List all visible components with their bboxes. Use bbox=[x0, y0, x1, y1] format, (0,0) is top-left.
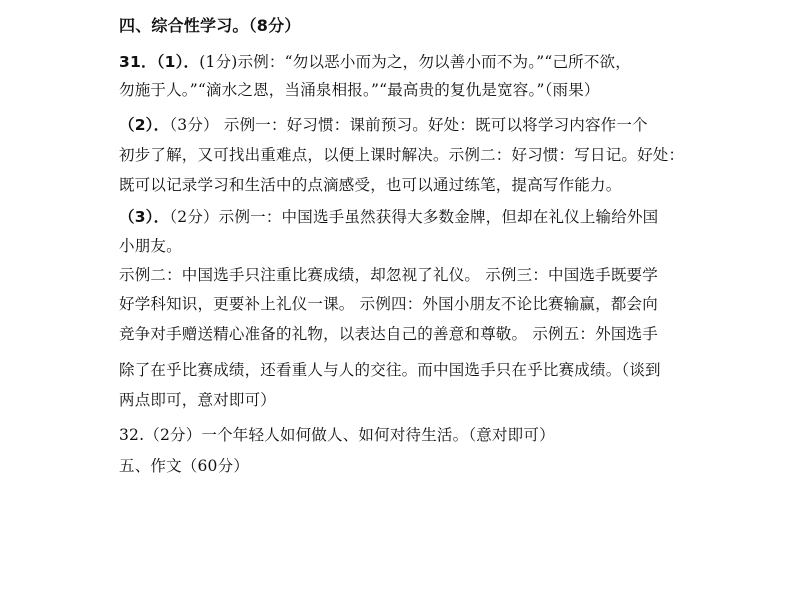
q31-part2-line1 bbox=[119, 115, 648, 135]
q31-part3-line7: 两点即可，意对即可） bbox=[119, 391, 277, 409]
q31-part3-line3: 示例二：中国选手只注重比赛成绩，却忽视了礼仪。 示例三：中国选手既要学 bbox=[119, 266, 658, 284]
section-heading: 四、综合性学习。（8分） bbox=[119, 16, 301, 35]
q31-part3-line5: 竞争对手赠送精心准备的礼物，以表达自己的善意和尊敬。 示例五：外国选手 bbox=[119, 325, 658, 343]
q31-part2-label: （2）． bbox=[119, 116, 170, 134]
q31-part3-line4: 好学科知识，更要补上礼仪一课。 示例四：外国小朋友不论比赛输赢，都会向 bbox=[119, 295, 658, 313]
q31-part2-line3: 既可以记录学习和生活中的点滴感受，也可以通过练笔，提高写作能力。 bbox=[119, 176, 622, 194]
q31-part3-line6: 除了在乎比赛成绩，还看重人与人的交往。而中国选手只在乎比赛成绩。（谈到 bbox=[119, 361, 661, 379]
q31-number: 31． bbox=[119, 53, 157, 71]
q31-part3-line2: 小朋友。 bbox=[119, 237, 182, 255]
q31-part3-label: （3）． bbox=[119, 208, 170, 226]
q31-part3-line1 bbox=[119, 207, 658, 227]
q31-part2-line2: 初步了解，又可找出重难点，以便上课时解决。示例二：好习惯：写日记。好处： bbox=[119, 146, 685, 164]
section5-heading: 五、作文（60分） bbox=[119, 457, 250, 475]
q31-part3-text1: （2分）示例一：中国选手虽然获得大多数金牌，但却在礼仪上输给外国 bbox=[169, 208, 659, 226]
q32-text: 32.（2分）一个年轻人如何做人、如何对待生活。（意对即可） bbox=[119, 426, 555, 444]
q31-part2-text1: （3分） 示例一：好习惯：课前预习。好处：既可以将学习内容作一个 bbox=[169, 116, 648, 134]
q31-part1-label: （1）． bbox=[156, 53, 200, 71]
q31-part1-line1 bbox=[119, 52, 631, 72]
q31-part1-text1: (1分)示例：“勿以恶小而为之，勿以善小而不为。”“己所不欲， bbox=[199, 53, 631, 71]
q31-part1-line2: 勿施于人。”“滴水之恩，当涌泉相报。”“最高贵的复仇是宽容。”（雨果） bbox=[119, 81, 600, 99]
